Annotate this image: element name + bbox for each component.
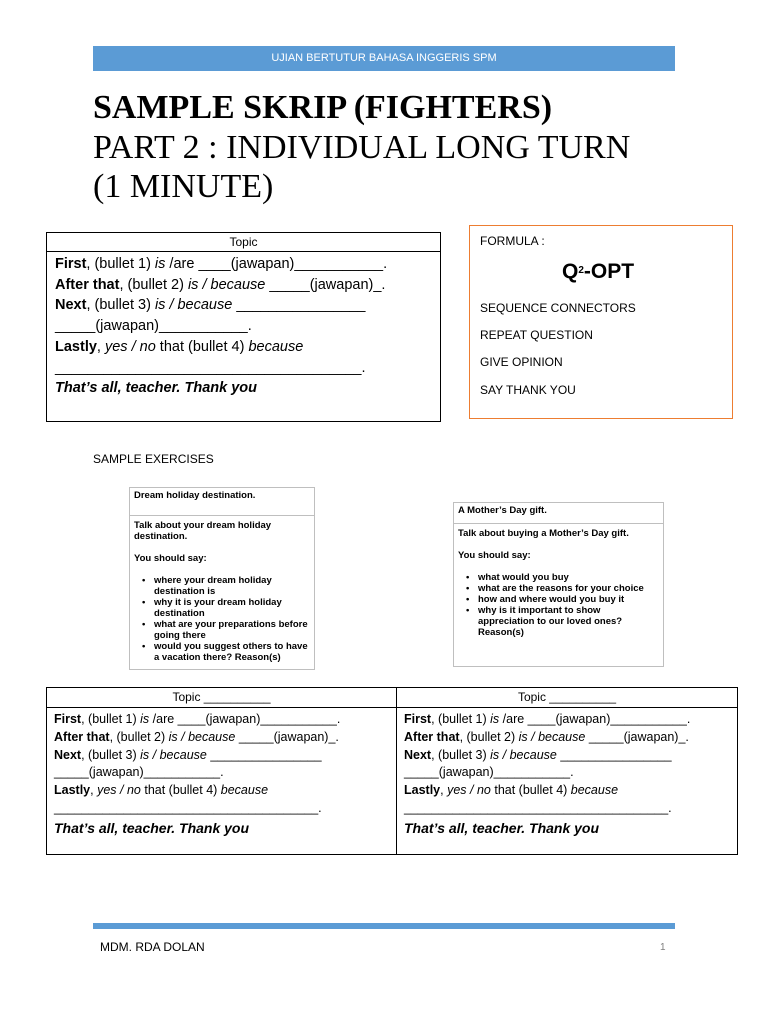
card-should-say: You should say: (134, 553, 207, 564)
card-bullet-list (458, 572, 659, 638)
table-line-next: Next, (bullet 3) is / because ________________ (404, 747, 672, 762)
sample-card-dream-holiday (129, 487, 315, 670)
formula-label: FORMULA : (480, 234, 545, 248)
script-box-header: Topic (47, 233, 440, 252)
formula-item: REPEAT QUESTION (480, 328, 593, 342)
script-line-jawapan: _____(jawapan)___________. (55, 318, 252, 335)
script-box-body (47, 252, 440, 399)
script-line-after-that: After that, (bullet 2) is / because _____(jawapan)_. (55, 276, 386, 293)
list-item: • what are the reasons for your choice (478, 583, 659, 594)
table-header: Topic __________ (397, 688, 737, 708)
script-line-blank: ______________________________________. (55, 359, 366, 376)
card-prompt: Talk about buying a Mother’s Day gift. (458, 528, 629, 539)
formula-item: SEQUENCE CONNECTORS (480, 301, 636, 315)
title-line-1: SAMPLE SKRIP (FIGHTERS) (93, 89, 553, 126)
table-line-first: First, (bullet 1) is /are ____(jawapan)___________. (404, 712, 691, 726)
card-should-say: You should say: (458, 550, 531, 561)
formula-acronym: $Q^2$-OPT (562, 260, 635, 283)
list-item: • why is it important to show appreciation to our loved ones? Reason(s) (478, 605, 659, 638)
header-bar (93, 46, 675, 71)
formula-item: GIVE OPINION (480, 355, 563, 369)
list-item: • what would you buy (478, 572, 659, 583)
title-line-2: PART 2 : INDIVIDUAL LONG TURN (93, 129, 631, 166)
list-item: • why it is your dream holiday destination (154, 597, 310, 619)
table-closing: That’s all, teacher. Thank you (54, 819, 250, 836)
table-header: Topic __________ (47, 688, 396, 708)
topic-table-column-right (397, 688, 737, 854)
table-line-next: Next, (bullet 3) is / because ________________ (54, 747, 322, 762)
table-line-lastly: Lastly, yes / no that (bullet 4) because (404, 783, 619, 798)
table-line-blank: ______________________________________. (54, 800, 322, 815)
table-line-lastly: Lastly, yes / no that (bullet 4) because (54, 783, 269, 798)
header-text: UJIAN BERTUTUR BAHASA INGGERIS SPM (271, 52, 497, 64)
table-line-after-that: After that, (bullet 2) is / because _____(jawapan)_. (404, 729, 689, 744)
script-line-first: First, (bullet 1) is /are ____(jawapan)___________. (55, 256, 388, 272)
script-closing: That’s all, teacher. Thank you (55, 380, 257, 397)
table-closing: That’s all, teacher. Thank you (404, 819, 600, 836)
card-title: Dream holiday destination. (130, 488, 314, 516)
list-item: • would you suggest others to have a vacation there? Reason(s) (154, 641, 310, 663)
sample-exercises-label: SAMPLE EXERCISES (93, 452, 214, 466)
formula-box (469, 225, 733, 419)
card-prompt: Talk about your dream holiday destination. (134, 520, 272, 542)
script-line-lastly: Lastly, yes / no that (bullet 4) because (55, 338, 304, 355)
footer-author: MDM. RDA DOLAN (100, 940, 205, 954)
table-line-first: First, (bullet 1) is /are ____(jawapan)___________. (54, 712, 341, 726)
formula-item: SAY THANK YOU (480, 383, 576, 397)
table-line-after-that: After that, (bullet 2) is / because _____(jawapan)_. (54, 729, 339, 744)
table-line-blank: ______________________________________. (404, 800, 672, 815)
topic-table (46, 687, 738, 855)
table-line-jawapan: _____(jawapan)___________. (54, 765, 224, 780)
list-item: • where your dream holiday destination is (154, 575, 310, 597)
table-line-jawapan: _____(jawapan)___________. (404, 765, 574, 780)
list-item: • what are your preparations before going there (154, 619, 310, 641)
title-line-3: (1 MINUTE) (93, 168, 274, 205)
card-bullet-list (134, 575, 310, 663)
footer-bar (93, 923, 675, 929)
list-item: • how and where would you buy it (478, 594, 659, 605)
script-box (46, 232, 441, 422)
card-title: A Mother’s Day gift. (458, 505, 547, 516)
page-number: 1 (660, 942, 666, 953)
script-line-next: Next, (bullet 3) is / because ________________ (55, 297, 366, 314)
topic-table-column-left (47, 688, 397, 854)
sample-card-mothers-day (453, 502, 664, 667)
